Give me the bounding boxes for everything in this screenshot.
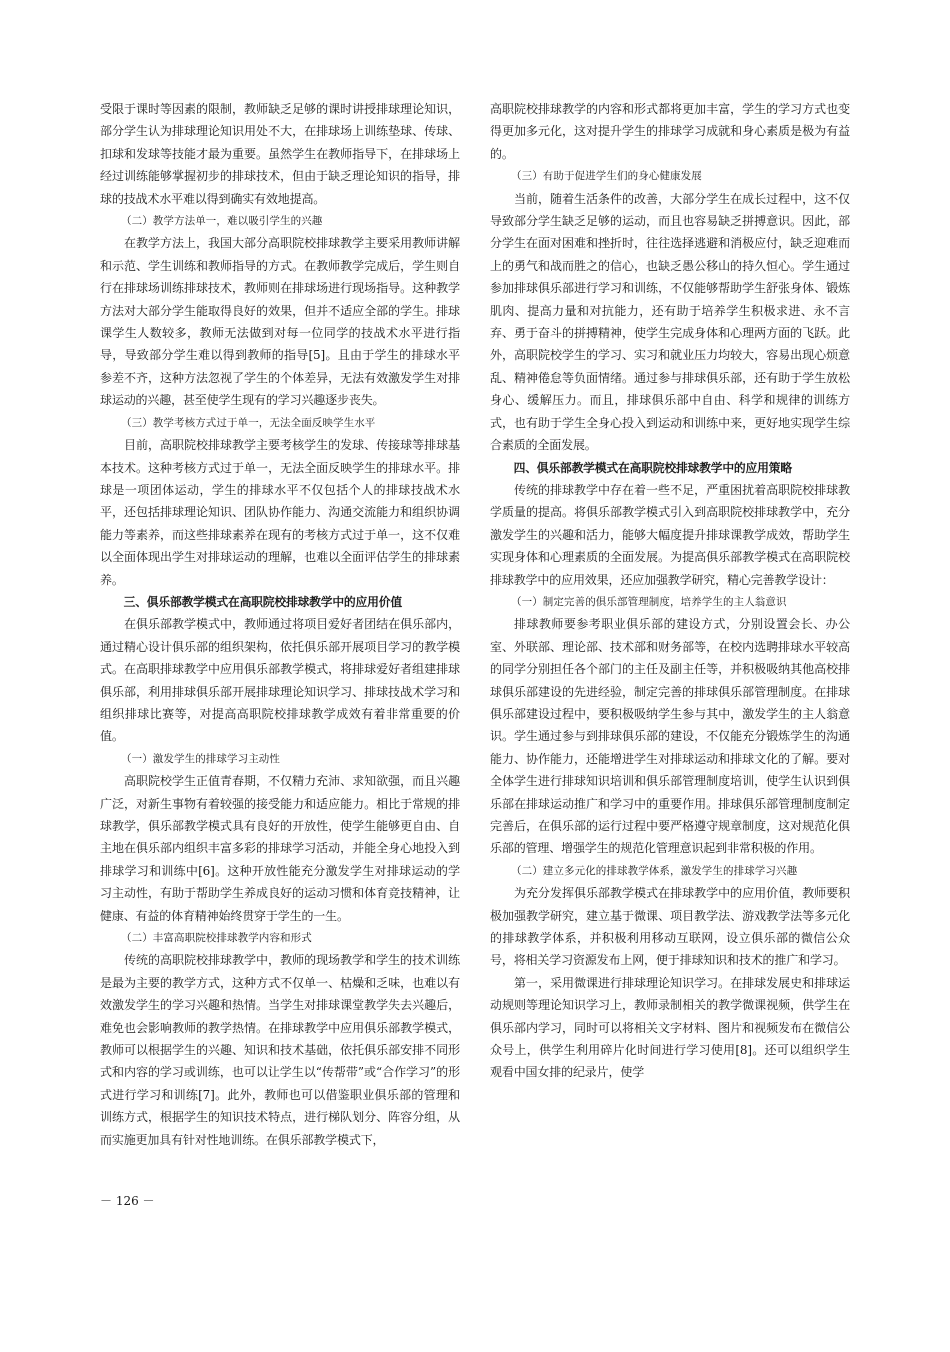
right-column (490, 98, 850, 1084)
paragraph: 目前，高职院校排球教学主要考核学生的发球、传接球等排球基本技术。这种考核方式过于单一，无法全面反映学生的排球水平。排球是一项团体运动，学生的排球水平不仅包括个人的排球技战术水平，还包括排球理论知识、团队协作能力、沟通交流能力和组织协调能力等素养，而这些排球素养在现有的考核方式过于单一，这不仅难以全面体现出学生对排球运动的理解，也难以全面评估学生的排球素养。 (100, 438, 460, 587)
page-number: － 126 － (100, 1194, 155, 1208)
subsection-heading: （二）建立多元化的排球教学体系，激发学生的排球学习兴趣 (511, 864, 798, 877)
paragraph: 高职院校学生正值青春期，不仅精力充沛、求知欲强，而且兴趣广泛，对新生事物有着较强的接受能力和适应能力。相比于常规的排球教学，俱乐部教学模式具有良好的开放性，使学生能够更自由、自主地在俱乐部内组织丰富多彩的排球学习活动，并能全身心地投入到排球学习和训练中[6]。这种开放性能充分激发学生对排球运动的学习主动性，有助于帮助学生养成良好的运动习惯和体育竞技精神，让健康、有益的体育精神始终贯穿于学生的一生。 (100, 774, 460, 923)
paragraph: 排球教师要参考职业俱乐部的建设方式，分别设置会长、办公室、外联部、理论部、技术部和财务部等，在校内选聘排球水平较高的同学分别担任各个部门的主任及副主任等，并积极吸纳其他高校排球俱乐部建设的先进经验，制定完善的排球俱乐部管理制度。在排球俱乐部建设过程中，要积极吸纳学生参与其中，激发学生的主人翁意识。学生通过参与到排球俱乐部的建设，不仅能充分锻炼学生的沟通能力、协作能力，还能增进学生对排球运动和排球文化的了解。要对全体学生进行排球知识培训和俱乐部管理制度培训，使学生认识到俱乐部在排球运动推广和学习中的重要作用。排球俱乐部管理制度制定完善后，在俱乐部的运行过程中要严格遵守规章制度，这对规范化俱乐部的管理、增强学生的规范化管理意识起到非常积极的作用。 (490, 617, 850, 856)
paragraph: 传统的排球教学中存在着一些不足，严重困扰着高职院校排球教学质量的提高。将俱乐部教学模式引入到高职院校排球教学中，充分激发学生的兴趣和活力，能够大幅度提升排球课教学成效，帮助学生实现身体和心理素质的全面发展。为提高俱乐部教学模式在高职院校排球教学中的应用效果，还应加强教学研究，精心完善教学设计： (490, 482, 850, 587)
paragraph-continued: 受限于课时等因素的限制，教师缺乏足够的课时讲授排球理论知识，部分学生认为排球理论知识用处不大，在排球场上训练垫球、传球、扣球和发球等技能才最为重要。虽然学生在教师指导下，在排球场上经过训练能够掌握初步的排球技术，但由于缺乏理论知识的指导，排球的技战术水平难以得到确实有效地提高。 (100, 102, 460, 206)
left-column (100, 98, 460, 1151)
paragraph: 第一，采用微课进行排球理论知识学习。在排球发展史和排球运动规则等理论知识学习上，教师录制相关的教学微课视频，供学生在俱乐部内学习，同时可以将相关文字材料、图片和视频发布在微信公众号上，供学生利用碎片化时间进行学习使用[8]。还可以组织学生观看中国女排的纪录片，使学 (490, 975, 850, 1080)
subsection-heading: （二）丰富高职院校排球教学内容和形式 (121, 932, 312, 945)
subsection-heading: （一）制定完善的俱乐部管理制度，培养学生的主人翁意识 (511, 595, 787, 608)
section-heading: 四、俱乐部教学模式在高职院校排球教学中的应用策略 (513, 460, 792, 475)
paragraph: 当前，随着生活条件的改善，大部分学生在成长过程中，这不仅导致部分学生缺乏足够的运动，而且也容易缺乏拼搏意识。因此，部分学生在面对困难和挫折时，往往选择逃避和消极应付，缺乏迎难而上的勇气和战而胜之的信心，也缺乏愚公移山的持久恒心。学生通过参加排球俱乐部进行学习和训练，不仅能够帮助学生舒张身体、锻炼肌肉、提高力量和对抗能力，还有助于培养学生积极求进、永不言弃、勇于奋斗的拼搏精神，使学生完成身体和心理两方面的飞跃。此外，高职院校学生的学习、实习和就业压力均较大，容易出现心烦意乱、精神倦怠等负面情绪。通过参与排球俱乐部，还有助于学生放松身心、缓解压力。而且，排球俱乐部中自由、科学和规律的训练方式，也有助于学生全身心投入到运动和训练中来，更好地实现学生综合素质的全面发展。 (490, 191, 850, 453)
subsection-heading: （二）教学方法单一，难以吸引学生的兴趣 (121, 215, 323, 228)
paragraph: 传统的高职院校排球教学中，教师的现场教学和学生的技术训练是最为主要的教学方式，这种方式不仅单一、枯燥和乏味，也难以有效激发学生的学习兴趣和热情。当学生对排球课堂教学失去兴趣后，难免也会影响教师的教学热情。在排球教学中应用俱乐部教学模式，教师可以根据学生的兴趣、知识和技术基础，依托俱乐部安排不同形式和内容的学习或训练，也可以让学生以“传帮带”或“合作学习”的形式进行学习和训练[7]。此外，教师也可以借鉴职业俱乐部的管理和训练方式，根据学生的知识技术特点，进行梯队划分、阵容分组，从而实施更加具有针对性地训练。在俱乐部教学模式下， (100, 953, 460, 1147)
subsection-heading: （一）激发学生的排球学习主动性 (121, 752, 280, 765)
paragraph: 在教学方法上，我国大部分高职院校排球教学主要采用教师讲解和示范、学生训练和教师指导的方式。在教师教学完成后，学生则自行在排球场训练排球技术，教师则在排球场进行现场指导。这种教学方法对大部分学生能取得良好的效果，但并不适应全部的学生。排球课学生人数较多，教师无法做到对每一位同学的技战术水平进行指导，导致部分学生难以得到教师的指导[5]。且由于学生的排球水平参差不齐，这种方法忽视了学生的个体差异，无法有效激发学生对排球运动的兴趣，甚至使学生现有的学习兴趣逐步丧失。 (100, 236, 460, 408)
subsection-heading: （三）有助于促进学生们的身心健康发展 (511, 170, 702, 183)
section-heading: 三、俱乐部教学模式在高职院校排球教学中的应用价值 (123, 594, 402, 609)
paragraph: 为充分发挥俱乐部教学模式在排球教学中的应用价值，教师要积极加强教学研究，建立基于微课、项目教学法、游戏教学法等多元化的排球教学体系，并积极利用移动互联网，设立俱乐部的微信公众号，将相关学习资源发布上网，便于排球知识和技术的推广和学习。 (490, 886, 850, 968)
paragraph-continued: 高职院校排球教学的内容和形式都将更加丰富，学生的学习方式也变得更加多元化，这对提升学生的排球学习成就和身心素质是极为有益的。 (490, 102, 850, 161)
paragraph: 在俱乐部教学模式中，教师通过将项目爱好者团结在俱乐部内，通过精心设计俱乐部的组织架构，依托俱乐部开展项目学习的教学模式。在高职排球教学中应用俱乐部教学模式，将排球爱好者组建排球俱乐部，利用排球俱乐部开展排球理论知识学习、排球技战术学习和组织排球比赛等，对提高高职院校排球教学成效有着非常重要的价值。 (100, 617, 460, 744)
subsection-heading: （三）教学考核方式过于单一，无法全面反映学生水平 (121, 416, 376, 429)
